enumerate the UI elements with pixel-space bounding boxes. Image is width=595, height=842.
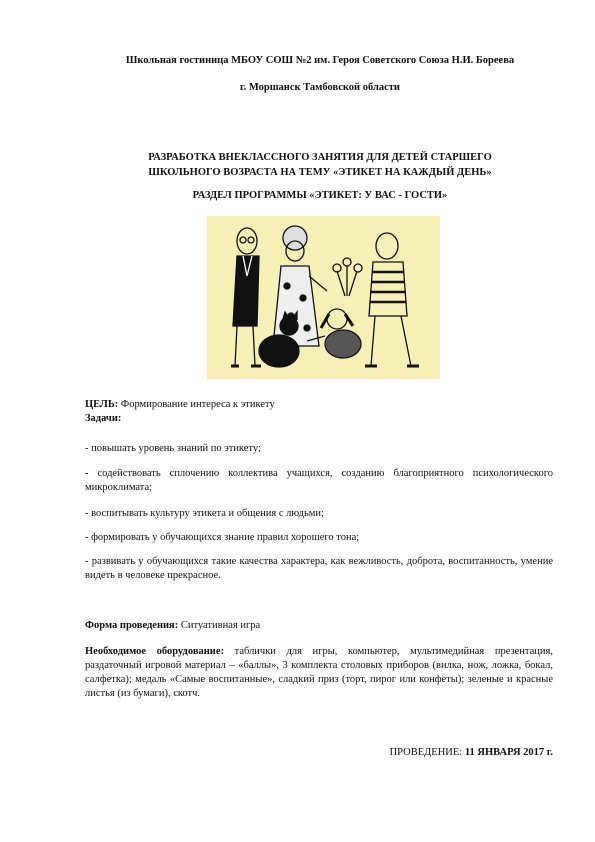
form-label: Форма проведения: [85, 620, 179, 631]
task-item [85, 467, 553, 495]
equipment [85, 645, 553, 701]
school-city: г. Моршанск Тамбовской области [240, 82, 400, 93]
equipment-label: Необходимое оборудование: [85, 646, 224, 657]
date-label: ПРОВЕДЕНИЕ: [389, 747, 463, 758]
goal [85, 399, 555, 410]
task-item: - развивать у обучающихся такие качества характера, как вежливость, доброта, воспитанность, умение видеть в человеке прекрасное. [85, 556, 553, 581]
title-line-2: ШКОЛЬНОГО ВОЗРАСТА НА ТЕМУ «ЭТИКЕТ НА КАЖДЫЙ ДЕНЬ» [148, 167, 492, 178]
title-line-1: РАЗРАБОТКА ВНЕКЛАССНОГО ЗАНЯТИЯ ДЛЯ ДЕТЕЙ СТАРШЕГО [148, 152, 492, 163]
program-section: РАЗДЕЛ ПРОГРАММЫ «ЭТИКЕТ: У ВАС - ГОСТИ» [192, 190, 448, 201]
event-date [390, 747, 553, 758]
school-name: Школьная гостиница МБОУ СОШ №2 им. Героя Советского Союза Н.И. Бореева [125, 55, 515, 66]
equipment-text: таблички для игры, компьютер, мультимедийная презентация, раздаточный игровой материал – «баллы», 3 комплекта столовых приборов (вилка, нож, ложка, бокал, салфетка); медаль «Самые воспитанные», сладкий приз (торт, пирог или конфеты); зеленые и красные листья (из бумаги), скотч. [85, 646, 553, 699]
task-item: - воспитывать культуру этикета и общения с людьми; [85, 508, 324, 519]
goal-label: ЦЕЛЬ: [85, 399, 119, 410]
illustration-drawing [207, 216, 440, 379]
form-text: Ситуативная игра [180, 620, 261, 631]
tasks-label: Задачи: [85, 413, 122, 424]
goal-text: Формирование интереса к этикету [120, 399, 275, 410]
task-dash: - [85, 468, 89, 479]
date-value: 11 ЯНВАРЯ 2017 г. [464, 747, 553, 758]
task-item: - формировать у обучающихся знание правил хорошего тона; [85, 532, 360, 543]
document-title [80, 150, 560, 180]
form-of-conduct [85, 619, 553, 633]
etiquette-illustration [207, 216, 440, 379]
task-item: - повышать уровень знаний по этикету; [85, 443, 261, 454]
task-text: содействовать сплочению коллектива учащихся, созданию благоприятного психологического микроклимата; [85, 468, 554, 493]
